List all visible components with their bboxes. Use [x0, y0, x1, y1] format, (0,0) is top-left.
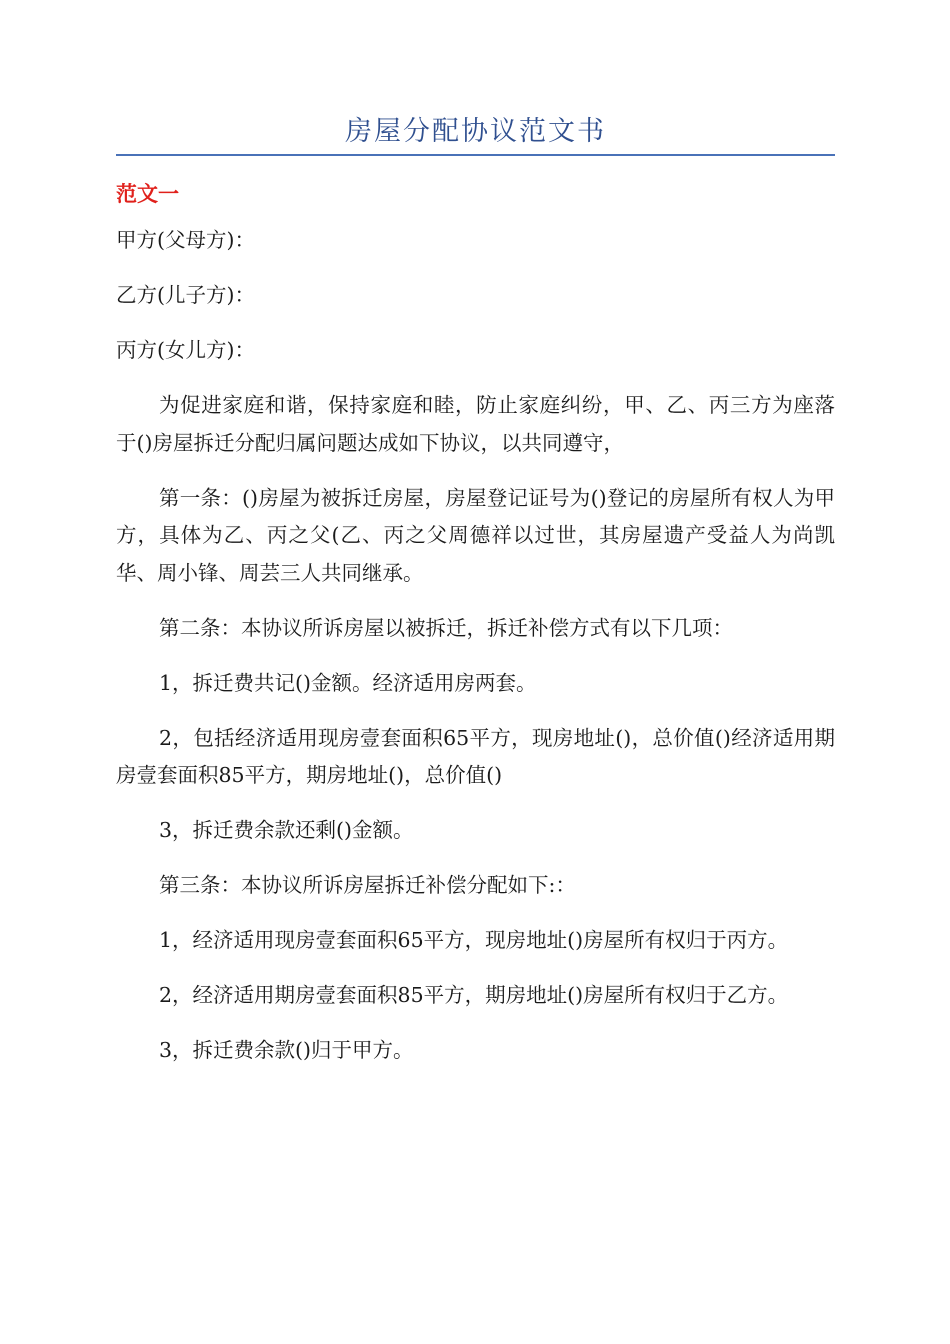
title-underline	[116, 154, 835, 156]
section-heading: 范文一	[116, 182, 179, 206]
article-2-paragraph: 第二条：本协议所诉房屋以被拆迁，拆迁补偿方式有以下几项：	[159, 615, 733, 640]
party-a-line: 甲方(父母方)：	[116, 228, 255, 252]
party-b-line: 乙方(儿子方)：	[116, 283, 255, 307]
document-title: 房屋分配协议范文书	[345, 116, 606, 147]
article-3-paragraph: 第三条：本协议所诉房屋拆迁补偿分配如下:：	[159, 873, 576, 897]
article-3-item-1: 1，经济适用现房壹套面积65平方，现房地址()房屋所有权归于丙方。	[159, 928, 789, 952]
party-c-line: 丙方(女儿方)：	[116, 338, 255, 362]
article-2-item-3: 3，拆迁费余款还剩()金额。	[159, 818, 414, 842]
article-1-paragraph: 第一条：()房屋为被拆迁房屋，房屋登记证号为()登记的房屋所有权人为甲方，具体为乙、丙之父(乙、丙之父周德祥以过世，其房屋遗产受益人为尚凯华、周小锋、周芸三人共同继承。	[116, 485, 835, 585]
article-2-item-2: 2，包括经济适用现房壹套面积65平方，现房地址()，总价值()经济适用期房壹套面积85平方，期房地址()，总价值()	[116, 725, 835, 787]
article-2-item-1: 1，拆迁费共记()金额。经济适用房两套。	[159, 670, 537, 695]
document-body	[116, 222, 835, 1087]
preamble-paragraph: 为促进家庭和谐，保持家庭和睦，防止家庭纠纷，甲、乙、丙三方为座落于()房屋拆迁分配归属问题达成如下协议，以共同遵守，	[116, 393, 835, 455]
article-3-item-2: 2，经济适用期房壹套面积85平方，期房地址()房屋所有权归于乙方。	[159, 983, 789, 1007]
article-3-item-3: 3，拆迁费余款()归于甲方。	[159, 1038, 414, 1062]
